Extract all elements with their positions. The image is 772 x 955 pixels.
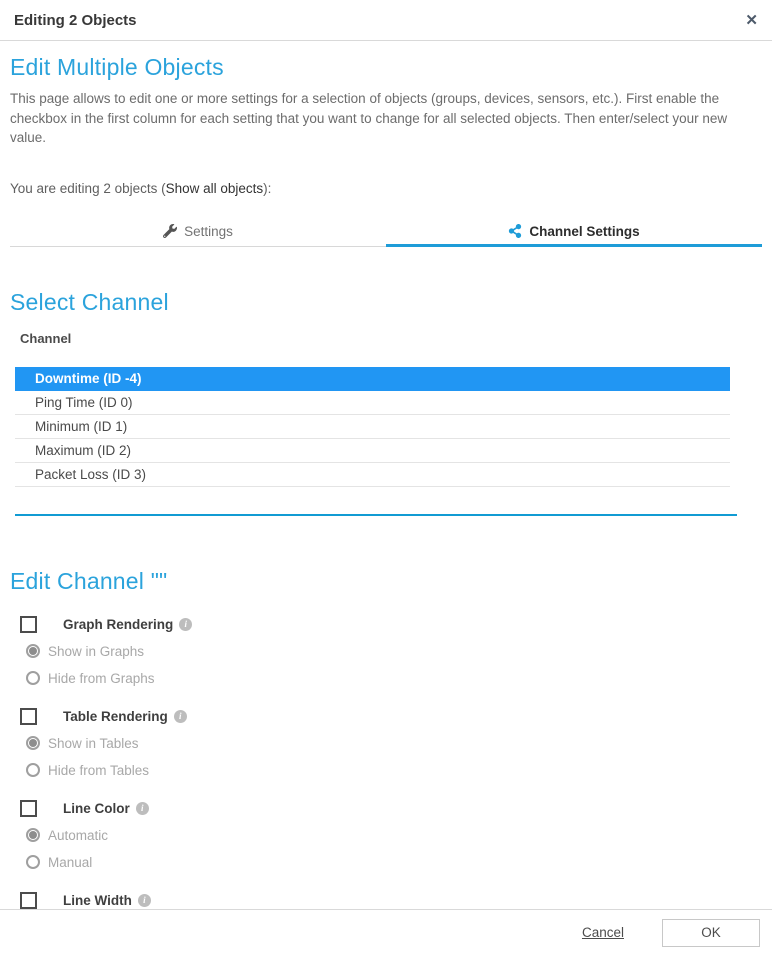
table-rendering-field <box>10 708 762 779</box>
line-width-label: Line Width <box>63 892 132 908</box>
dialog-body <box>0 54 772 937</box>
table-rendering-checkbox[interactable] <box>20 708 37 725</box>
graph-rendering-label: Graph Rendering <box>63 616 174 632</box>
show-all-objects-link[interactable]: Show all objects <box>165 180 264 196</box>
share-icon <box>508 224 522 238</box>
hide-from-graphs-radio[interactable] <box>26 671 40 685</box>
info-icon[interactable]: i <box>174 710 187 723</box>
channel-column-label: Channel <box>20 330 72 346</box>
channel-option-ping-time[interactable]: Ping Time (ID 0) <box>15 391 730 415</box>
line-color-field <box>10 800 762 871</box>
select-channel-heading: Select Channel <box>10 288 169 315</box>
close-icon[interactable]: ✕ <box>745 11 758 29</box>
channel-option-downtime[interactable]: Downtime (ID -4) <box>15 367 730 391</box>
manual-radio[interactable] <box>26 855 40 869</box>
show-in-tables-option <box>26 735 762 752</box>
automatic-radio[interactable] <box>26 828 40 842</box>
tab-settings[interactable] <box>10 220 386 247</box>
dialog-header <box>0 0 772 41</box>
hide-from-tables-label: Hide from Tables <box>48 762 150 778</box>
channel-option-maximum[interactable]: Maximum (ID 2) <box>15 439 730 463</box>
table-rendering-label: Table Rendering <box>63 708 168 724</box>
hide-from-graphs-option <box>26 670 762 687</box>
tab-channel-settings-label: Channel Settings <box>529 223 640 239</box>
tab-bar <box>10 220 762 247</box>
show-in-graphs-option <box>26 643 762 660</box>
page-title: Edit Multiple Objects <box>10 54 224 80</box>
hide-from-tables-radio[interactable] <box>26 763 40 777</box>
hide-from-tables-option <box>26 762 762 779</box>
dialog-footer <box>0 909 772 955</box>
line-color-label: Line Color <box>63 800 130 816</box>
info-icon[interactable]: i <box>138 894 151 907</box>
show-in-graphs-label: Show in Graphs <box>48 643 145 659</box>
line-width-checkbox[interactable] <box>20 892 37 909</box>
info-icon[interactable]: i <box>179 618 192 631</box>
wrench-icon <box>163 224 177 238</box>
graph-rendering-checkbox[interactable] <box>20 616 37 633</box>
show-in-tables-label: Show in Tables <box>48 735 139 751</box>
graph-rendering-field <box>10 616 762 687</box>
tab-channel-settings[interactable] <box>386 220 762 247</box>
manual-option <box>26 854 762 871</box>
channel-option-packet-loss[interactable]: Packet Loss (ID 3) <box>15 463 730 487</box>
editing-summary <box>10 181 762 196</box>
channel-option-minimum[interactable]: Minimum (ID 1) <box>15 415 730 439</box>
channel-select-underline <box>15 514 737 516</box>
show-in-tables-radio[interactable] <box>26 736 40 750</box>
channel-list <box>15 367 730 487</box>
page-description: This page allows to edit one or more settings for a selection of objects (groups, devices, sensors, etc.). First enable the checkbox in the first column for each setting that you want to change for all selected objects. Then enter/select your new value. <box>10 91 728 146</box>
editing-summary-suffix: ): <box>263 180 272 196</box>
line-color-checkbox[interactable] <box>20 800 37 817</box>
ok-button[interactable]: OK <box>662 919 760 947</box>
hide-from-graphs-label: Hide from Graphs <box>48 670 155 686</box>
dialog-title: Editing 2 Objects <box>14 11 137 29</box>
automatic-label: Automatic <box>48 827 109 843</box>
info-icon[interactable]: i <box>136 802 149 815</box>
show-in-graphs-radio[interactable] <box>26 644 40 658</box>
automatic-option <box>26 827 762 844</box>
cancel-button[interactable]: Cancel <box>581 925 624 940</box>
manual-label: Manual <box>48 854 93 870</box>
edit-channel-heading: Edit Channel "" <box>10 567 168 594</box>
editing-summary-prefix: You are editing 2 objects ( <box>10 180 166 196</box>
tab-settings-label: Settings <box>184 223 233 239</box>
